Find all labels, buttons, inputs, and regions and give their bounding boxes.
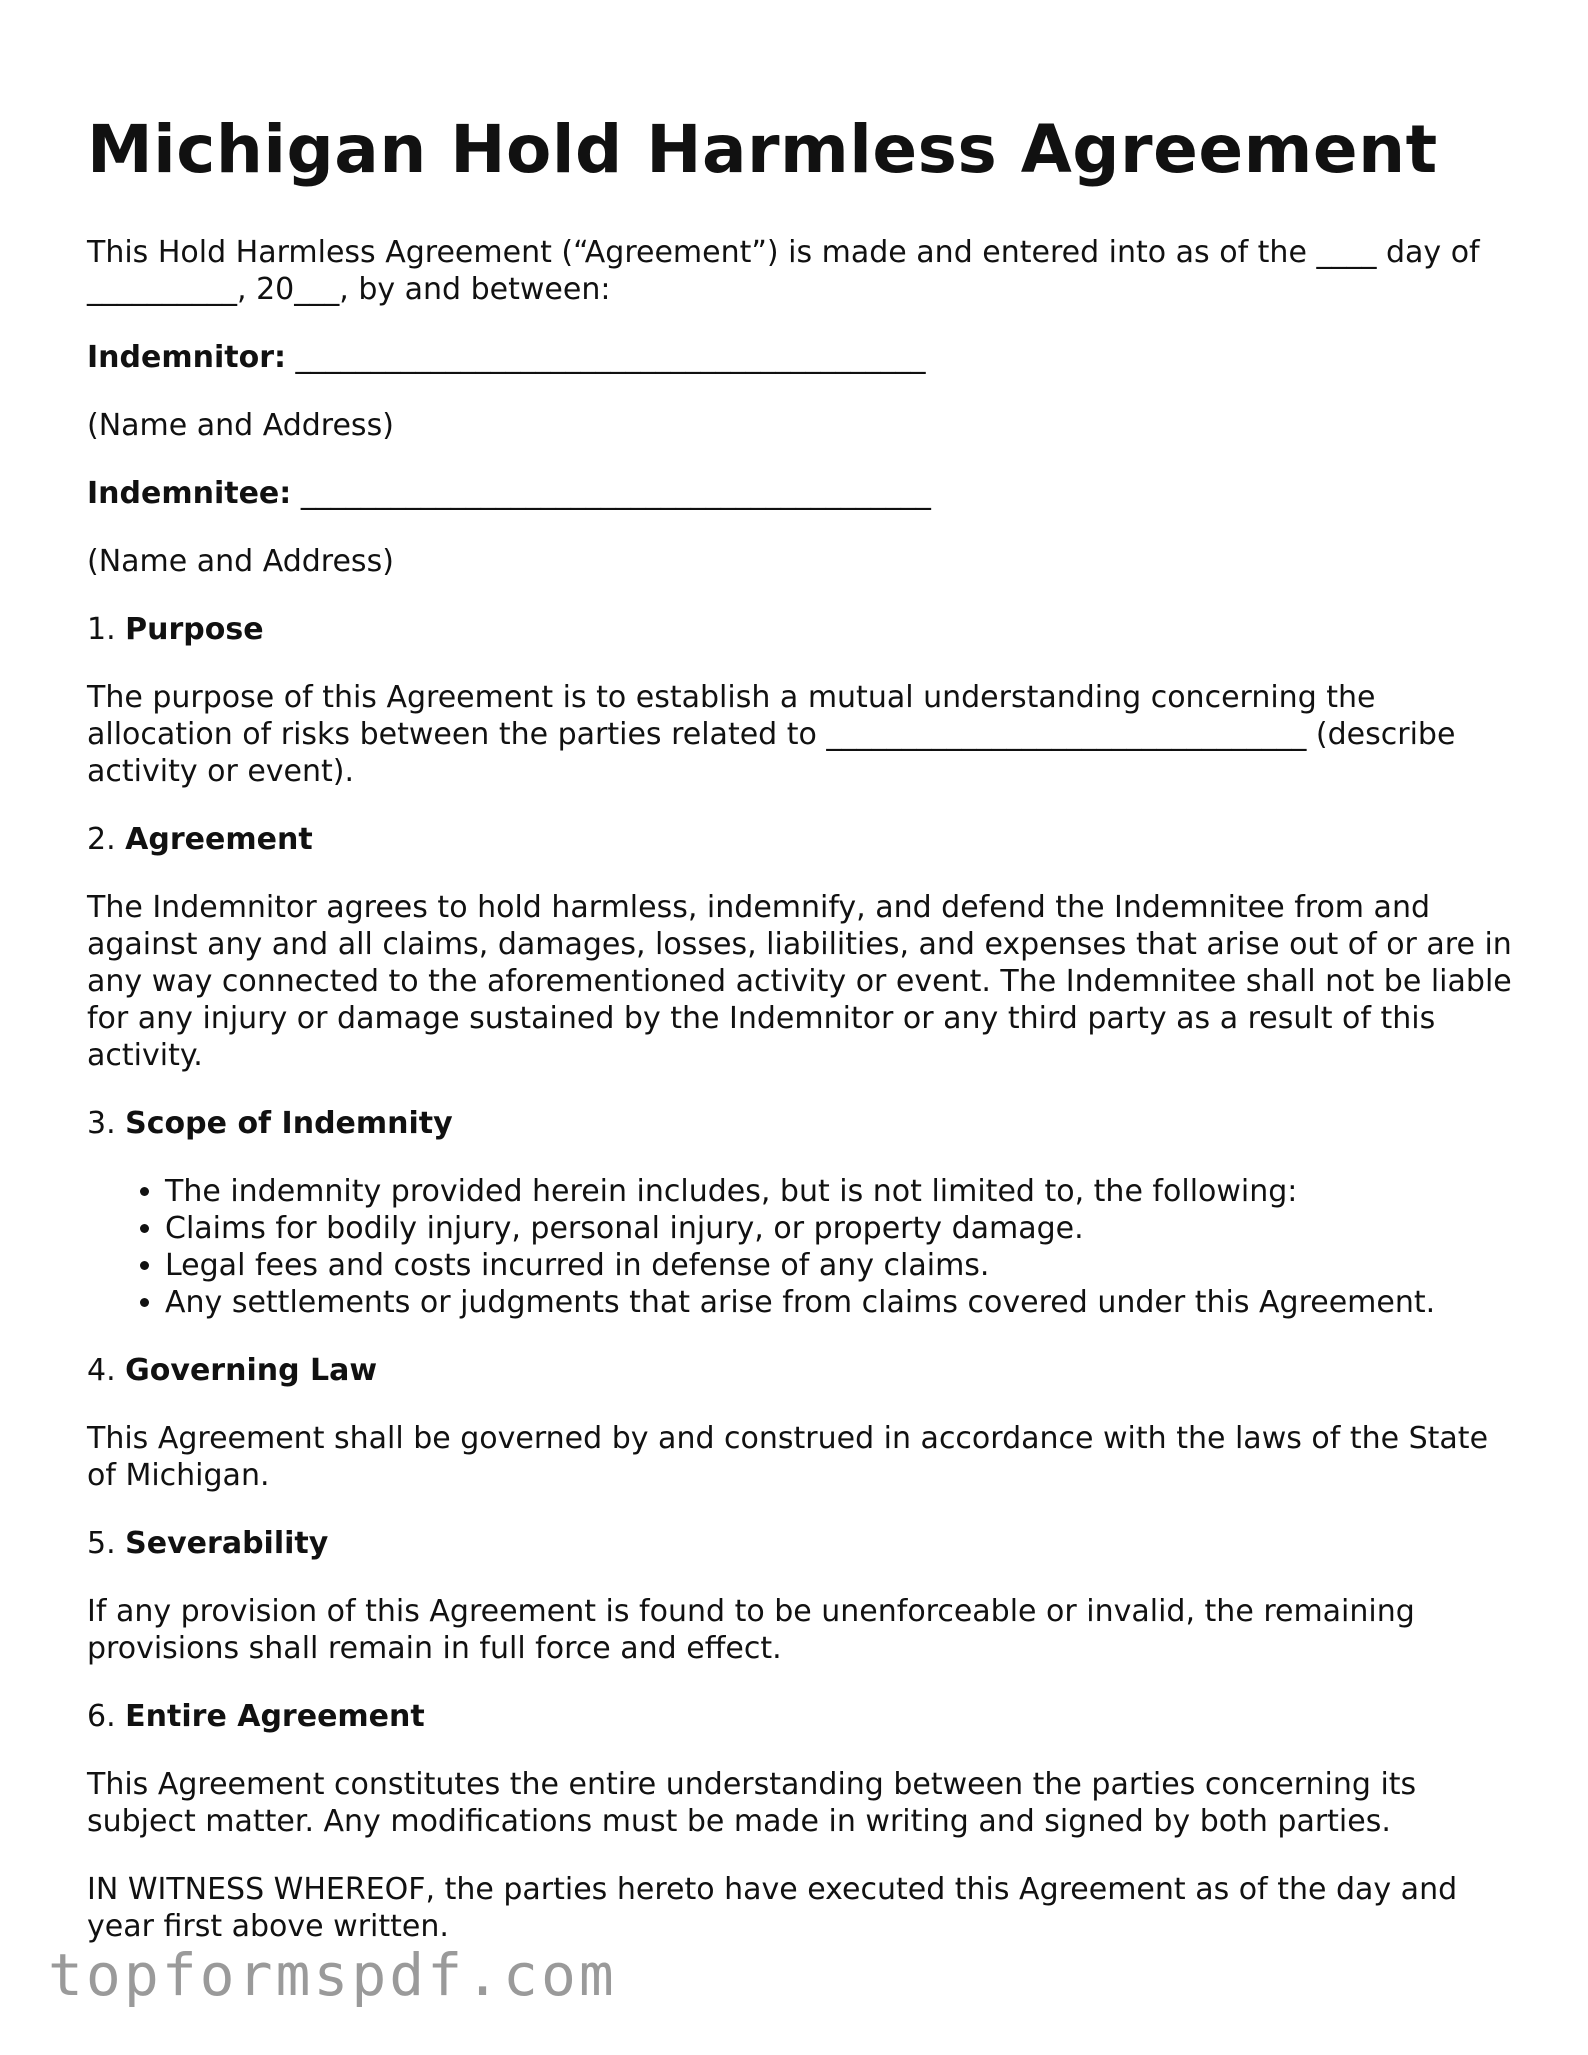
section-body-entire-agreement: This Agreement constitutes the entire understanding between the parties concerning its subject matter. Any modifications must be made in writing and signed by both parties.: [87, 1767, 1417, 1839]
section-body-governing-law: This Agreement shall be governed by and construed in accordance with the laws of the State of Michigan.: [87, 1421, 1489, 1493]
list-item: • Legal fees and costs incurred in defense of any claims.: [165, 1247, 1517, 1284]
intro-paragraph: This Hold Harmless Agreement (“Agreement”) is made and entered into as of the ____ day of __________, 20___, by and between:: [87, 235, 1480, 307]
section-number: 5.: [87, 1526, 126, 1561]
section-heading-severability: [87, 1525, 1517, 1562]
section-number: 4.: [87, 1353, 126, 1388]
section-number: 1.: [87, 612, 126, 647]
list-item: • Claims for bodily injury, personal injury, or property damage.: [165, 1210, 1517, 1247]
section-number: 6.: [87, 1699, 126, 1734]
section-body-severability: If any provision of this Agreement is found to be unenforceable or invalid, the remaining provisions shall remain in full force and effect.: [87, 1594, 1415, 1666]
section-title: Severability: [125, 1526, 329, 1561]
section-heading-scope: [87, 1105, 1517, 1142]
section-number: 2.: [87, 822, 126, 857]
section-number: 3.: [87, 1106, 126, 1141]
indemnitee-blank: __________________________________________: [291, 476, 931, 511]
section-heading-entire-agreement: [87, 1698, 1517, 1735]
section-body-purpose: The purpose of this Agreement is to establish a mutual understanding concerning the allocation of risks between the parties related to ________________________________ (describe activity or event).: [87, 680, 1456, 789]
indemnitor-line: [87, 339, 1517, 376]
section-title: Purpose: [125, 612, 264, 647]
indemnitee-label: Indemnitee:: [87, 476, 292, 511]
section-heading-governing-law: [87, 1352, 1517, 1389]
indemnitor-label: Indemnitor:: [87, 340, 286, 375]
section-heading-purpose: [87, 611, 1517, 648]
indemnitor-blank: __________________________________________: [285, 340, 926, 375]
section-body-agreement: The Indemnitor agrees to hold harmless, indemnify, and defend the Indemnitee from and against any and all claims, damages, losses, liabilities, and expenses that arise out of or are in any way connected to the aforementioned activity or event. The Indemnitee shall not be liable for any injury or damage sustained by the Indemnitor or any third party as a result of this activity.: [87, 890, 1512, 1073]
page-title: Michigan Hold Harmless Agreement: [87, 111, 1438, 188]
watermark: topformspdf.com: [48, 1941, 617, 2009]
document-page: [87, 108, 1517, 1976]
list-item: • The indemnity provided herein includes, but is not limited to, the following:: [165, 1173, 1517, 1210]
section-title: Scope of Indemnity: [125, 1106, 453, 1141]
indemnitee-note: (Name and Address): [87, 544, 394, 579]
indemnitee-line: [87, 475, 1517, 512]
indemnitor-note: (Name and Address): [87, 408, 394, 443]
section-title: Governing Law: [125, 1353, 378, 1388]
section-title: Agreement: [125, 822, 313, 857]
witness-paragraph: IN WITNESS WHEREOF, the parties hereto have executed this Agreement as of the day and year first above written.: [87, 1872, 1458, 1944]
section-heading-agreement: [87, 821, 1517, 858]
list-item: • Any settlements or judgments that arise from claims covered under this Agreement.: [165, 1284, 1517, 1321]
section-title: Entire Agreement: [125, 1699, 425, 1734]
scope-list: [87, 1173, 1517, 1321]
